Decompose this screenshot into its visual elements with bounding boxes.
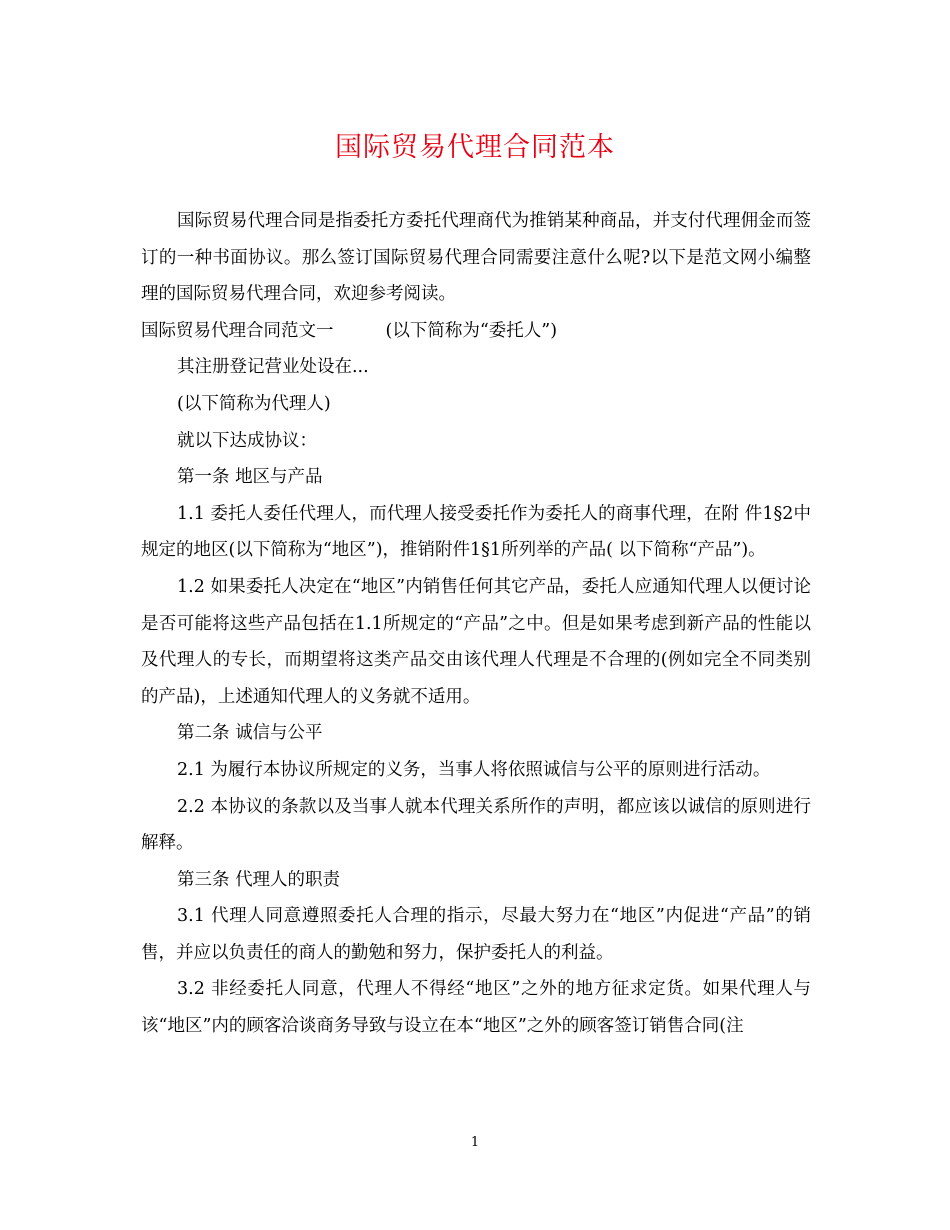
sample-heading-line — [141, 313, 811, 350]
principal-clause: (以下简称为“委托人”) — [385, 320, 558, 341]
document-body — [141, 203, 811, 1045]
page-number: 1 — [470, 1135, 480, 1150]
article-2-title: 第二条 诚信与公平 — [177, 723, 323, 744]
article-3-title: 第三条 代理人的职责 — [177, 869, 341, 890]
document-title: 国际贸易代理合同范本 — [335, 132, 615, 163]
article-2-1: 2.1 为履行本协议所规定的义务，当事人将依照诚信与公平的原则进行活动。 — [177, 759, 771, 780]
sample-heading: 国际贸易代理合同范文一 — [141, 320, 334, 341]
article-1-2: 1.2 如果委托人决定在“地区”内销售任何其它产品，委托人应通知代理人以便讨论是否可能将这些产品包括在1.1所规定的“产品”之中。但是如果考虑到新产品的性能以及代理人的专长，而期望将这类产品交由该代理人代理是不合理的(例如完全不同类别的产品)，上述通知代理人的义务就不适用。 — [141, 576, 811, 707]
article-3-2: 3.2 非经委托人同意，代理人不得经“地区”之外的地方征求定货。如果代理人与该“地区”内的顾客洽谈商务导致与设立在本“地区”之外的顾客签订销售合同(注 — [141, 979, 811, 1037]
agreement-line: 就以下达成协议： — [177, 430, 317, 451]
registered-office-line: 其注册登记营业处设在... — [177, 357, 369, 378]
article-3-1: 3.1 代理人同意遵照委托人合理的指示，尽最大努力在“地区”内促进“产品”的销售，并应以负责任的商人的勤勉和努力，保护委托人的利益。 — [141, 906, 811, 963]
intro-paragraph: 国际贸易代理合同是指委托方委托代理商代为推销某种商品，并支付代理佣金而签订的一种书面协议。那么签订国际贸易代理合同需要注意什么呢?以下是范文网小编整理的国际贸易代理合同，欢迎参考阅读。 — [141, 211, 811, 305]
article-1-title: 第一条 地区与产品 — [177, 467, 323, 488]
agent-clause-line: (以下简称为代理人) — [177, 393, 331, 414]
article-2-2: 2.2 本协议的条款以及当事人就本代理关系所作的声明，都应该以诚信的原则进行解释。 — [141, 796, 811, 854]
article-1-1: 1.1 委托人委任代理人，而代理人接受委托作为委托人的商事代理，在附 件1§2中规定的地区(以下简称为“地区”)，推销附件1§1所列举的产品( 以下简称“产品”)。 — [141, 503, 811, 561]
